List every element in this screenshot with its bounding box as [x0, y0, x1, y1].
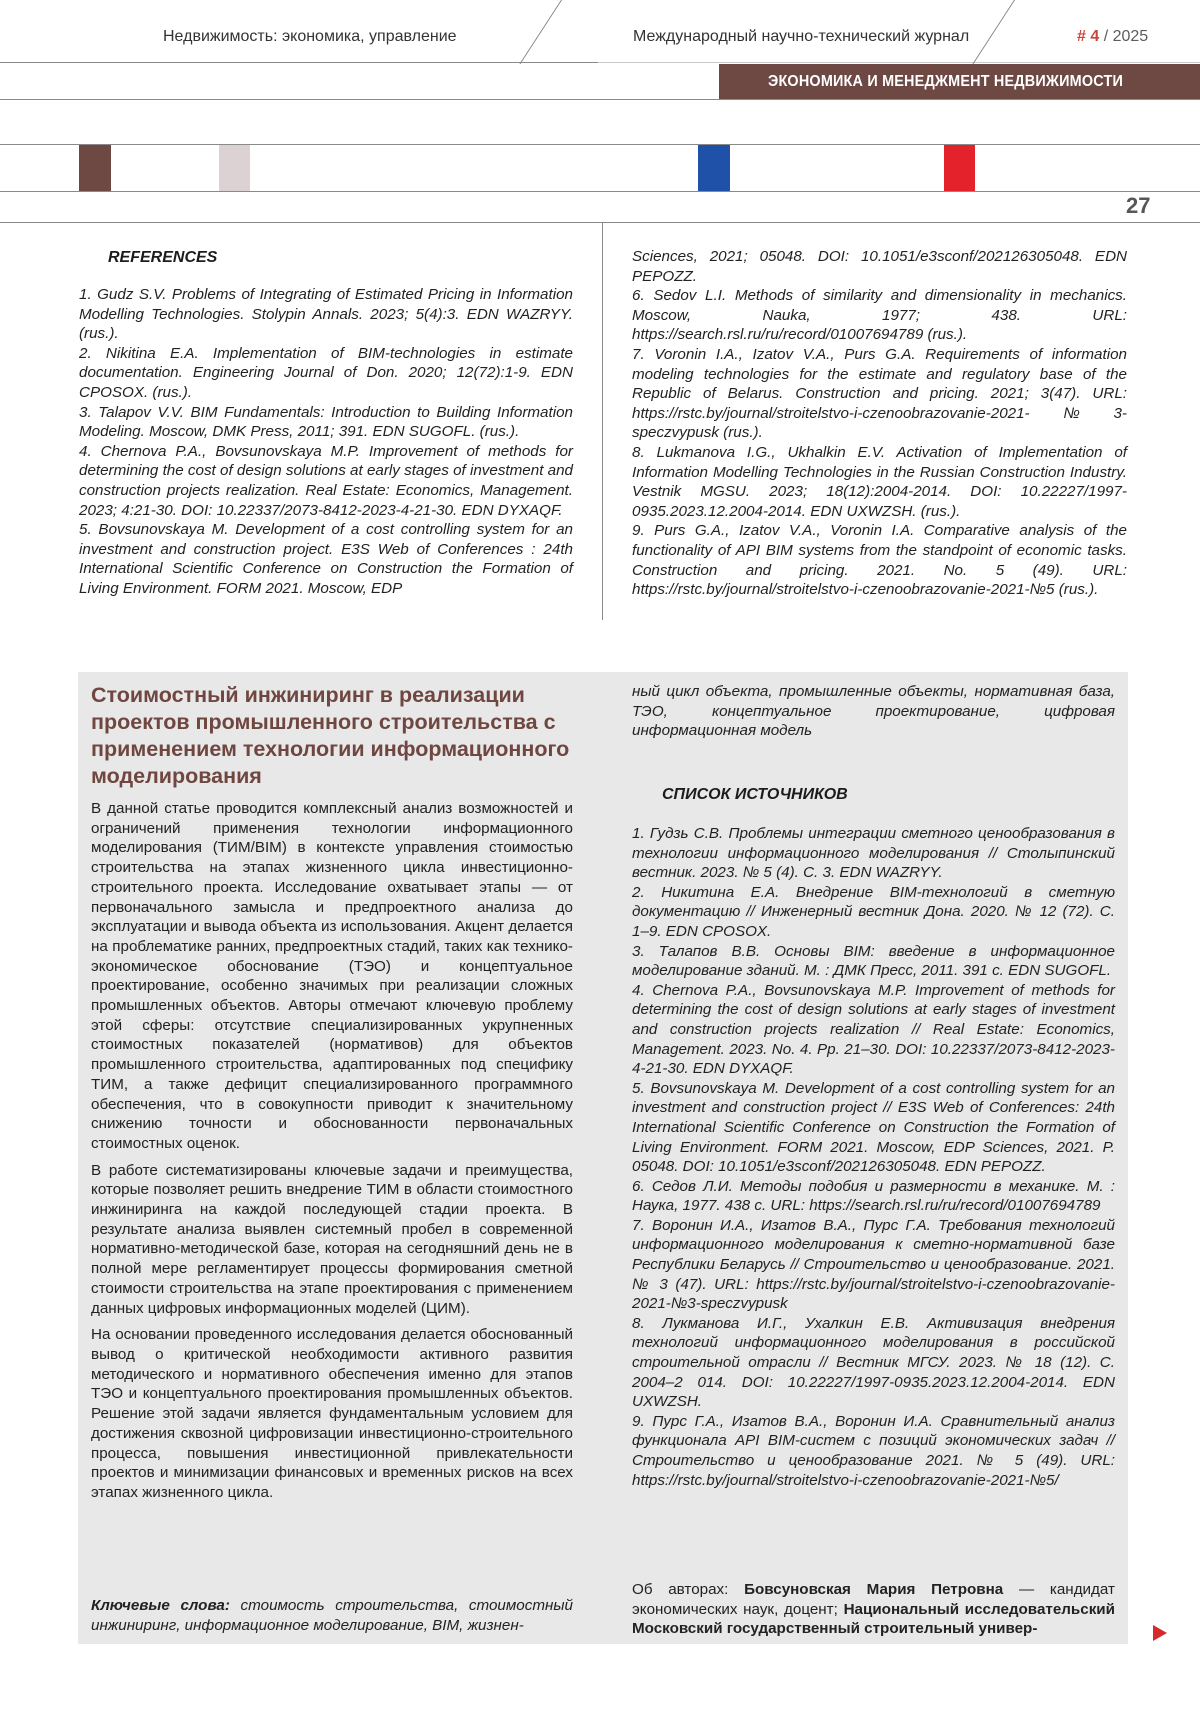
source-item: 5. Bovsunovskaya M. Development of a cost controlling system for an investment and construction project // E3S Web of Conferences: 24th International Scientific Conference on Construction the Formation of Living Environment. FORM 2021. Moscow, EDP Sciences, 2021. P. 05048. DOI: 10.1051/e3sconf/202126305048. EDN PEPOZZ.: [632, 1079, 1115, 1176]
reference-item: 1. Gudz S.V. Problems of Integrating of Estimated Pricing in Information Modelling Technologies. Stolypin Annals. 2023; 5(4):3. EDN WAZRYY. (rus.).: [79, 286, 573, 343]
sources-title: СПИСОК ИСТОЧНИКОВ: [662, 786, 848, 803]
band-bottom-rule: [0, 191, 1200, 192]
page-number: 27: [1126, 193, 1151, 218]
reference-item: 9. Purs G.A., Izatov V.A., Voronin I.A. Comparative analysis of the functionality of API BIM systems from the standpoint of economic tasks. Construction and pricing. 2021. No. 5 (49). URL: https://rstc.by/journal/stroitelstvo-i-czenoobrazovanie-2021-№5 (rus.).: [632, 522, 1127, 599]
issue-number: # 4: [1077, 28, 1100, 45]
issue-label: [1077, 28, 1148, 46]
abstract: [91, 799, 573, 1510]
author-name: Бовсуновская Мария Петровна: [744, 1581, 1004, 1598]
color-square-blue: [698, 145, 730, 191]
column-divider: [602, 222, 603, 620]
source-item: 9. Пурс Г.А., Изатов В.А., Воронин И.А. Сравнительный анализ функционала API BIM-систем с позиций экономических задач // Строительство и ценообразование 2021. № 5 (49). URL: https://rstc.by/journal/stroitelstvo-i-czenoobrazovanie-2021-№5/: [632, 1412, 1115, 1489]
keywords-text: стоимость строительства, стоимостный инжиниринг, информационное моделирование, BIM, жизнен-: [91, 1597, 573, 1634]
about-authors: [632, 1580, 1115, 1639]
reference-item: 7. Voronin I.A., Izatov V.A., Purs G.A. Requirements of information modeling technologies for the estimate and regulatory base of the Republic of Belarus. Construction and pricing. 2021; 3(47). URL: https://rstc.by/journal/stroitelstvo-i-czenoobrazovanie-2021-№3-speczvypusk (rus.).: [632, 345, 1127, 442]
source-item: 2. Никитина Е.А. Внедрение BIM-технологий в сметную документацию // Инженерный вестник Дона. 2020. № 12 (72). С. 1–9. EDN CPOSOX.: [632, 883, 1115, 940]
issue-year: / 2025: [1103, 28, 1149, 45]
color-square-pink: [219, 145, 250, 191]
source-item: 3. Талапов В.В. Основы BIM: введение в информационное моделирование зданий. М. : ДМК Пресс, 2011. 391 с. EDN SUGOFL.: [632, 942, 1115, 980]
source-item: 4. Chernova P.A., Bovsunovskaya M.P. Improvement of methods for determining the cost of design solutions at early stages of investment and construction projects realization // Real Estate: Economics, Management. 2023. No. 4. Pp. 21–30. DOI: 10.22337/2073-8412-2023-4-21-30. EDN DYXAQF.: [632, 981, 1115, 1078]
keywords: [91, 1596, 573, 1635]
abstract-paragraph: В работе систематизированы ключевые задачи и преимущества, которые позволяет решить внедрение ТИМ в области стоимостного инжиниринга на каждой последующей стадии проекта. В результате анализа выявлен системный пробел в современной нормативно-методической базе, которая на сегодняшний день не в полной мере регламентирует процессы формирования сметной стоимости строительства на этапе проектирования с применением данных цифровых информационных моделей (ЦИМ).: [91, 1161, 573, 1317]
color-square-brown: [79, 145, 111, 191]
reference-item: 2. Nikitina E.A. Implementation of BIM-technologies in estimate documentation. Engineering Journal of Don. 2020; 12(72):1-9. EDN CPOSOX. (rus.).: [79, 344, 573, 401]
journal-name: Недвижимость: экономика, управление: [163, 28, 457, 45]
header-rule-left: [0, 62, 598, 63]
source-item: 1. Гудзь С.В. Проблемы интеграции сметного ценообразования в технологии информационного моделирования // Столыпинский вестник. 2023. № 5 (4). С. 3. EDN WAZRYY.: [632, 825, 1115, 882]
section-banner: [719, 64, 1200, 100]
color-square-red: [944, 145, 975, 191]
source-item: 8. Лукманова И.Г., Ухалкин Е.В. Активизация внедрения технологий информационного моделирования в российской строительной отрасли // Вестник МГСУ. 2023. № 18 (12). С. 2004–2 014. DOI: 10.22227/1997-0935.2023.12.2004-2014. EDN UXWZSH.: [632, 1314, 1115, 1411]
continue-arrow-icon: [1153, 1625, 1167, 1641]
reference-item: 6. Sedov L.I. Methods of similarity and dimensionality in mechanics. Moscow, Nauka, 1977; 438. URL: https://search.rsl.ru/ru/record/01007694789 (rus.).: [632, 287, 1127, 344]
keywords-continuation: ный цикл объекта, промышленные объекты, нормативная база, ТЭО, концептуальное проектирование, цифровая информационная модель: [632, 683, 1115, 740]
sources-list: [632, 824, 1115, 1490]
abstract-paragraph: На основании проведенного исследования делается обоснованный вывод о критической необходимости активного развития методического и нормативного обеспечения именно для этапов ТЭО и концептуального проектирования промышленных объектов. Решение этой задачи является фундаментальным условием для достижения сквозной цифровизации инвестиционно-строительного процесса, повышения инвестиционной привлекательности проектов и минимизации финансовых и временных рисков на всех этапах жизненного цикла.: [91, 1326, 573, 1501]
article-title: Стоимостный инжиниринг в реализации проектов промышленного строительства с применением технологии информационного моделирования: [91, 683, 570, 788]
reference-item: Sciences, 2021; 05048. DOI: 10.1051/e3sconf/202126305048. EDN PEPOZZ.: [632, 248, 1127, 285]
header-rule-right: [598, 62, 1200, 63]
references-left-column: [79, 285, 573, 599]
references-title: REFERENCES: [108, 249, 218, 266]
author-info: — кандидат экономических наук, доцент;: [632, 1581, 1115, 1618]
page-top-rule: [0, 222, 1200, 223]
source-item: 7. Воронин И.А., Изатов В.А., Пурс Г.А. Требования технологий информационного моделирования к сметно-нормативной базе Республики Беларусь // Строительство и ценообразование. 2021. № 3 (47). URL: https://rstc.by/journal/stroitelstvo-i-czenoobrazovanie-2021-№3-speczvypusk: [632, 1216, 1115, 1313]
reference-item: 3. Talapov V.V. BIM Fundamentals: Introduction to Building Information Modeling. Moscow, DMK Press, 2011; 391. EDN SUGOFL. (rus.).: [79, 403, 573, 441]
author-organization: Национальный исследовательский Московский государственный строительный универ-: [632, 1600, 1115, 1638]
journal-type: Международный научно-технический журнал: [633, 28, 970, 45]
source-item: 6. Седов Л.И. Методы подобия и размерности в механике. М. : Наука, 1977. 438 с. URL: https://search.rsl.ru/ru/record/01007694789: [632, 1177, 1115, 1215]
reference-item: 8. Lukmanova I.G., Ukhalkin E.V. Activation of Implementation of Information Modelling Technologies in the Russian Construction Industry. Vestnik MGSU. 2023; 18(12):2004-2014. DOI: 10.22227/1997-0935.2023.12.2004-2014. EDN UXWZSH. (rus.).: [632, 443, 1127, 520]
section-rule: [0, 99, 1200, 100]
keywords-label: Ключевые слова:: [91, 1597, 230, 1614]
section-title: ЭКОНОМИКА И МЕНЕДЖМЕНТ НЕДВИЖИМОСТИ: [768, 73, 1124, 90]
reference-item: 4. Chernova P.A., Bovsunovskaya M.P. Improvement of methods for determining the cost of design solutions at early stages of investment and construction projects realization. Real Estate: Economics, Management. 2023; 4:21-30. DOI: 10.22337/2073-8412-2023-4-21-30. EDN DYXAQF.: [79, 442, 573, 519]
band-top-rule: [0, 144, 1200, 145]
authors-label: Об авторах:: [632, 1581, 729, 1598]
header-divider-1: [519, 0, 562, 64]
reference-item: 5. Bovsunovskaya M. Development of a cost controlling system for an investment and construction project. E3S Web of Conferences : 24th International Scientific Conference on Construction the Formation of Living Environment. FORM 2021. Moscow, EDP: [79, 521, 573, 597]
abstract-paragraph: В данной статье проводится комплексный анализ возможностей и ограничений применения технологии информационного моделирования (ТИМ/BIM) в контексте управления стоимостью строительства на этапах жизненного цикла инвестиционно-строительного проекта. Исследование охватывает этапы — от первоначального замысла и предпроектного анализа до эксплуатации и вывода объекта из использования. Акцент делается на проблематике ранних, предпроектных стадий, таких как технико-экономическое обоснование (ТЭО) и концептуальное проектирование, особенно значимых при реализации сложных промышленных объектов. Авторы отмечают ключевую проблему этой сферы: отсутствие специализированных укрупненных стоимостных показателей (нормативов) для объектов промышленного строительства, адаптированных под специфику ТИМ, а также дефицит специализированного программного обеспечения, что в совокупности приводит к значительному снижению точности и обоснованности первоначальных стоимостных оценок.: [91, 800, 573, 1152]
header-divider-2: [972, 0, 1015, 64]
references-right-column: [632, 247, 1127, 600]
